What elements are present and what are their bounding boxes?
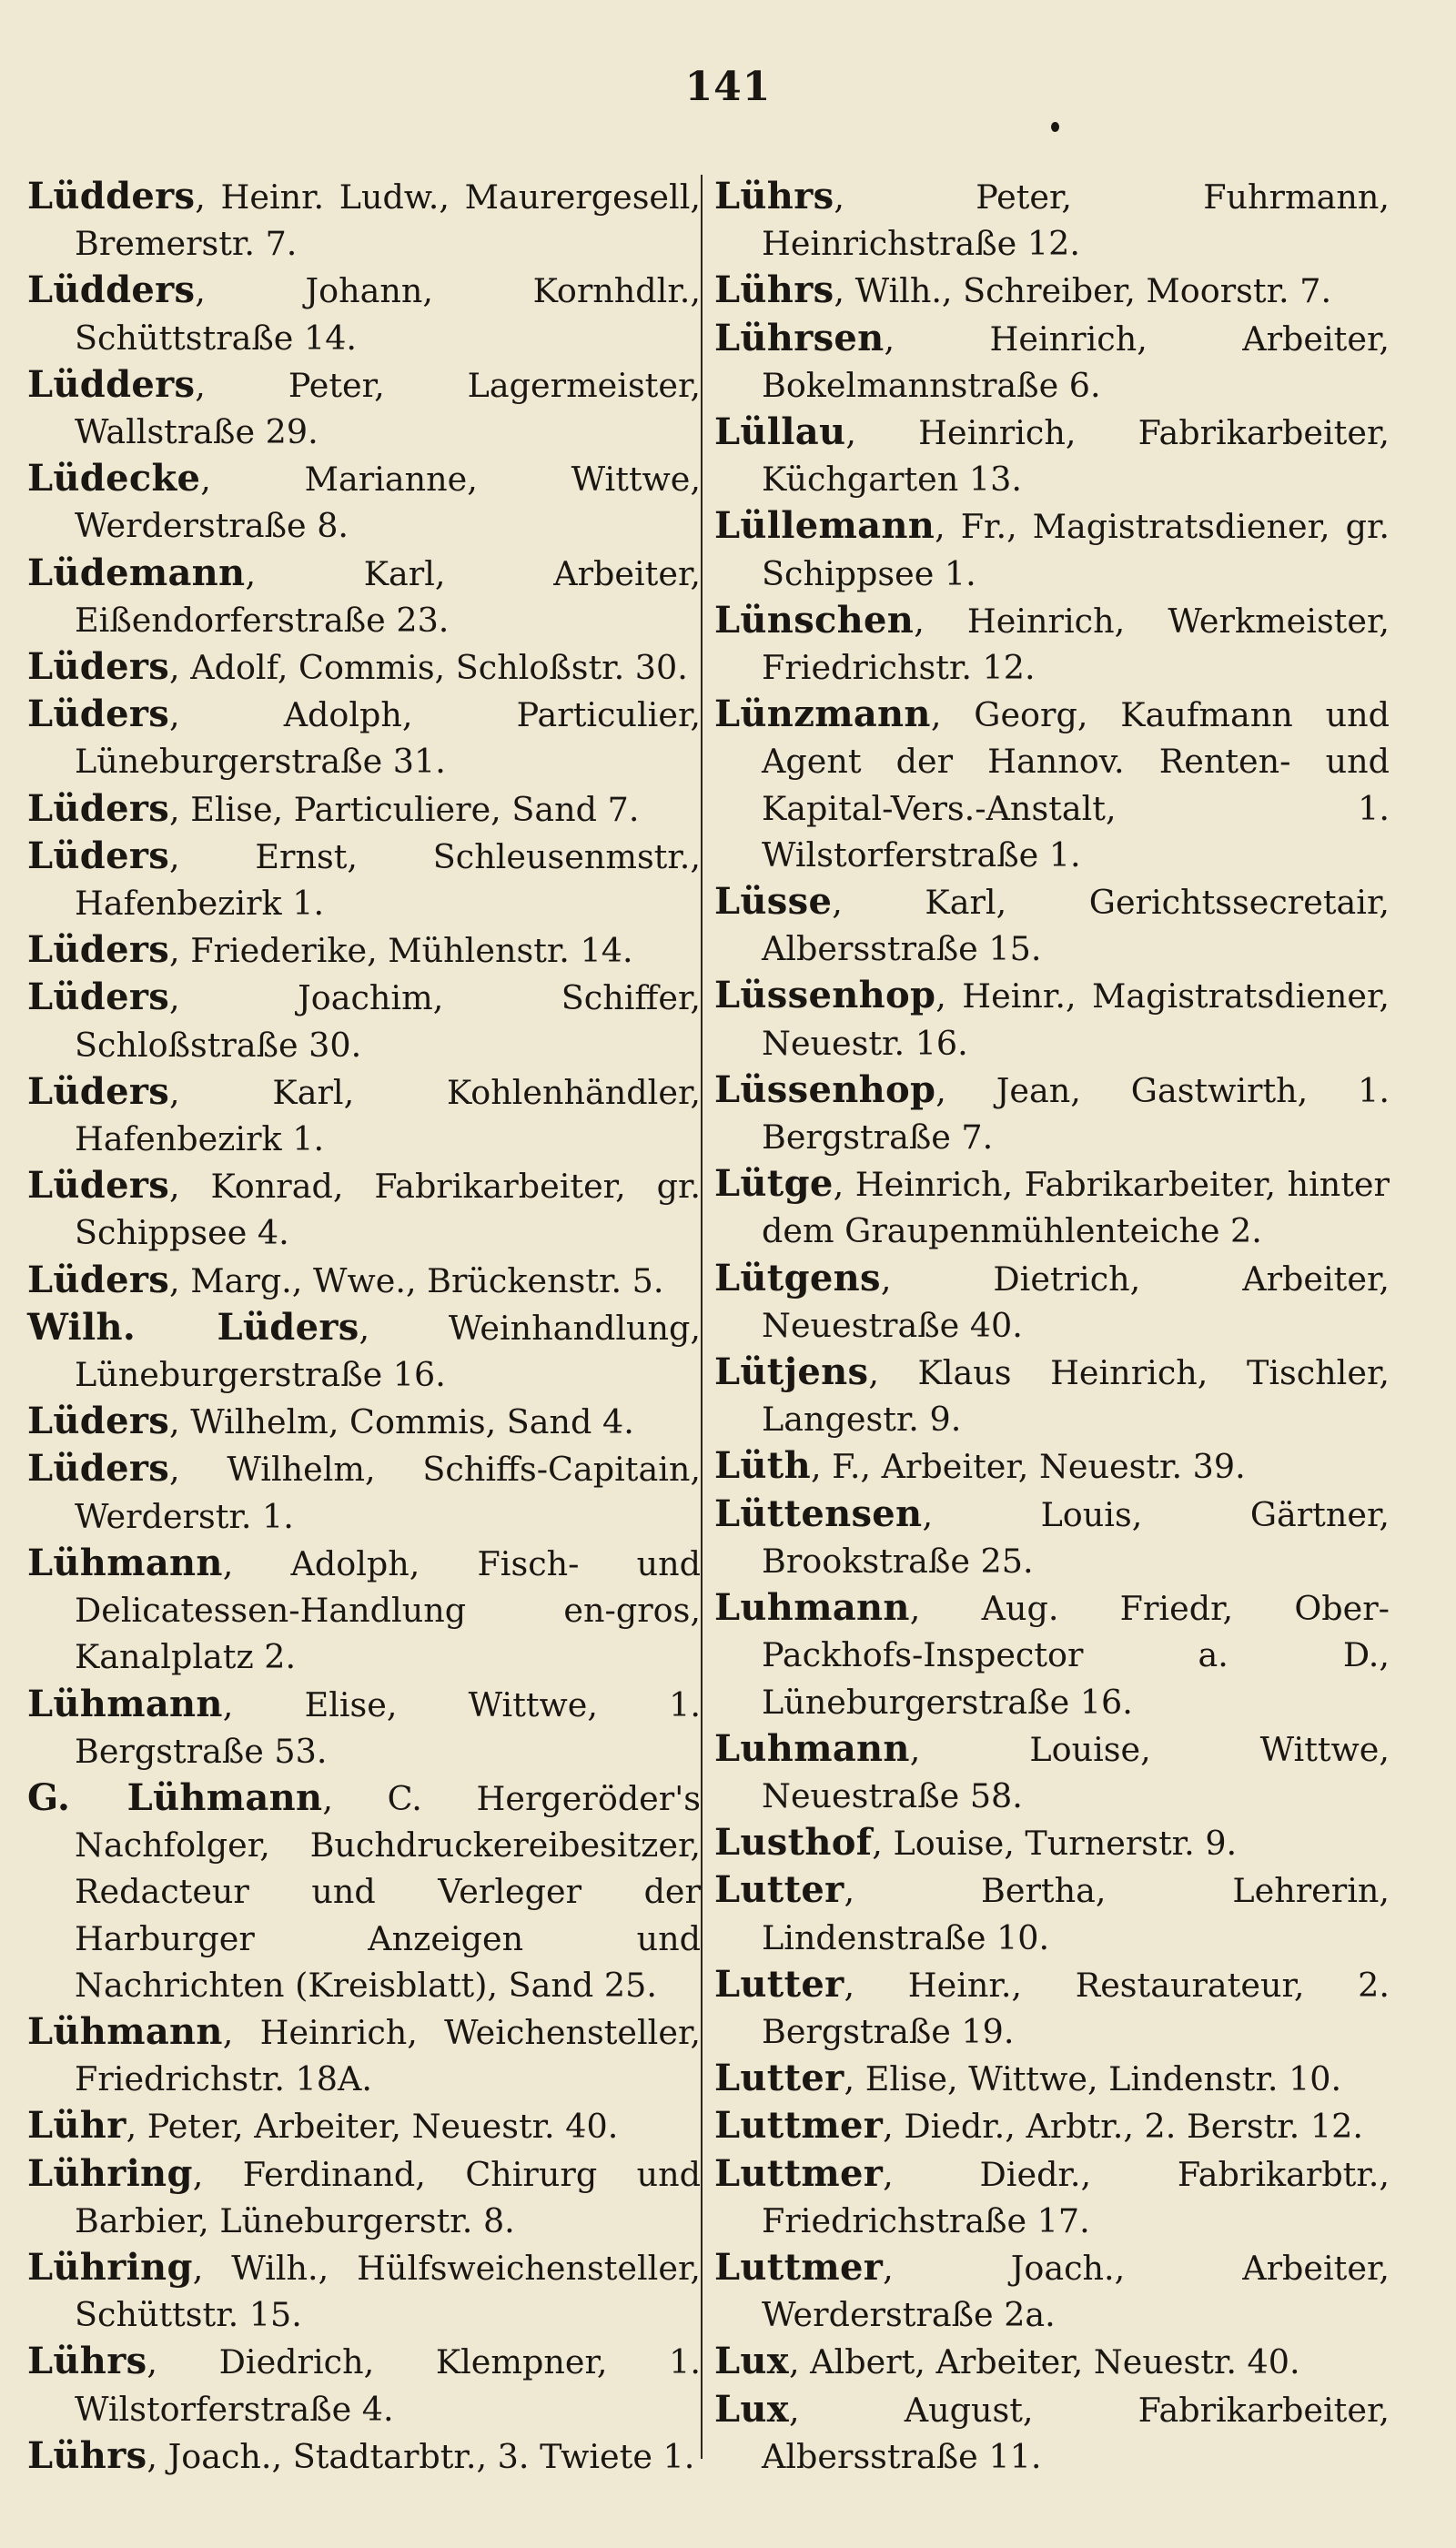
- entry-details: , Ferdinand, Chirurg und Barbier, Lüneburgerstr. 8.: [75, 2154, 701, 2240]
- entry-details: , August, Fabrikarbeiter, Albersstraße 11.: [762, 2390, 1390, 2476]
- entry-details: , Albert, Arbeiter, Neuestr. 40.: [788, 2342, 1300, 2382]
- entry-details: , Wilh., Hülfsweichensteller, Schüttstr. 15.: [75, 2248, 701, 2335]
- directory-entry: [714, 173, 1390, 267]
- directory-entry: [714, 1067, 1390, 1160]
- entry-surname: Lühmann: [27, 1682, 223, 1725]
- entry-details: , Joachim, Schiffer, Schloßstraße 30.: [75, 978, 701, 1065]
- entry-details: , Louis, Gärtner, Brookstraße 25.: [762, 1494, 1390, 1581]
- entry-details: , Elise, Wittwe, 1. Bergstraße 53.: [75, 1684, 701, 1771]
- entry-surname: Lüders: [27, 928, 170, 972]
- entry-surname: Lüders: [27, 834, 170, 877]
- entry-details: , Wilh., Schreiber, Moorstr. 7.: [834, 271, 1332, 311]
- entry-surname: Wilh. Lüders: [27, 1305, 359, 1349]
- entry-details: , Diedr., Fabrikarbtr., Friedrichstraße 17.: [762, 2154, 1390, 2240]
- directory-entry: [27, 833, 701, 926]
- directory-entry: [27, 1774, 701, 2008]
- entry-details: , Louise, Turnerstr. 9.: [872, 1824, 1238, 1864]
- ink-dot: [1051, 122, 1059, 132]
- entry-surname: Lüth: [714, 1444, 811, 1488]
- entry-details: , Elise, Wittwe, Lindenstr. 10.: [844, 2059, 1342, 2099]
- entry-details: , Fr., Magistratsdiener, gr. Schippsee 1.: [762, 507, 1390, 593]
- entry-details: , Diedr., Arbtr., 2. Berstr. 12.: [883, 2107, 1363, 2147]
- directory-entry: [27, 643, 701, 691]
- entry-details: , Peter, Arbeiter, Neuestr. 40.: [126, 2107, 619, 2147]
- entry-details: , Klaus Heinrich, Tischler, Langestr. 9.: [762, 1353, 1390, 1440]
- entry-surname: Lühr: [27, 2104, 126, 2148]
- entry-details: , Karl, Kohlenhändler, Hafenbezirk 1.: [75, 1072, 701, 1159]
- directory-entry: [27, 361, 701, 455]
- directory-entry: [27, 2244, 701, 2338]
- entry-details: , Adolph, Fisch- und Delicatessen-Handlung en-gros, Kanalplatz 2.: [75, 1543, 701, 1677]
- directory-entry: [27, 1068, 701, 1162]
- entry-surname: Lüssenhop: [714, 974, 936, 1017]
- directory-entry: [27, 2102, 701, 2149]
- directory-entry: [714, 2338, 1390, 2385]
- entry-surname: Lusthof: [714, 1821, 873, 1865]
- directory-entry: [714, 1584, 1390, 1725]
- entry-details: , Heinr., Restaurateur, 2. Bergstraße 19.: [762, 1965, 1390, 2051]
- entry-surname: Lührs: [714, 175, 834, 217]
- directory-entry: [714, 1725, 1390, 1819]
- entry-surname: Lütjens: [714, 1350, 869, 1394]
- directory-entry: [714, 1255, 1390, 1349]
- entry-details: , Marg., Wwe., Brückenstr. 5.: [169, 1260, 664, 1300]
- page-number: 141: [684, 64, 772, 110]
- entry-details: , Wilhelm, Commis, Sand 4.: [169, 1402, 634, 1442]
- directory-entry: [27, 1540, 701, 1681]
- directory-entry: [714, 597, 1390, 691]
- directory-entry: [714, 315, 1390, 409]
- entry-surname: Lünzmann: [714, 693, 931, 736]
- entry-details: , Wilhelm, Schiffs-Capitain, Werderstr. 1.: [75, 1450, 701, 1536]
- directory-entry: [714, 1819, 1390, 1866]
- column-divider: [701, 175, 703, 2459]
- entry-surname: Lüdemann: [27, 551, 246, 594]
- directory-entry: [27, 1257, 701, 1304]
- entry-surname: Lühring: [27, 2245, 193, 2289]
- entry-surname: Lühmann: [27, 2009, 223, 2053]
- entry-surname: Lutter: [714, 2057, 844, 2100]
- entry-surname: Lüders: [27, 976, 170, 1019]
- entry-details: , Ernst, Schleusenmstr., Hafenbezirk 1.: [75, 836, 701, 924]
- entry-details: , Elise, Particuliere, Sand 7.: [169, 789, 640, 829]
- entry-surname: Lüdders: [27, 175, 196, 217]
- directory-entry: [714, 2102, 1390, 2149]
- entry-details: , Adolph, Particulier, Lüneburgerstraße 31.: [75, 695, 701, 782]
- directory-entry: [27, 1162, 701, 1256]
- directory-entry: [714, 1866, 1390, 1960]
- entry-surname: Lüders: [27, 1400, 170, 1443]
- entry-details: , Johann, Kornhdlr., Schüttstraße 14.: [75, 271, 701, 358]
- directory-entry: [27, 267, 701, 360]
- entry-surname: Luhmann: [714, 1586, 910, 1630]
- entry-details: , Friederike, Mühlenstr. 14.: [169, 931, 633, 971]
- entry-surname: Lüssenhop: [714, 1067, 936, 1111]
- directory-entry: [714, 878, 1390, 972]
- directory-entry: [27, 173, 701, 267]
- entry-surname: Lühring: [27, 2151, 193, 2195]
- directory-entry: [27, 926, 701, 974]
- entry-details: , Karl, Gerichtssecretair, Albersstraße 15.: [762, 883, 1390, 969]
- directory-entry: [27, 455, 701, 549]
- directory-entry: [27, 785, 701, 833]
- directory-entry: [714, 691, 1390, 878]
- entry-details: , Aug. Friedr, Ober-Packhofs-Inspector a. D., Lüneburgerstraße 16.: [762, 1589, 1390, 1722]
- entry-surname: Lüdders: [27, 268, 196, 312]
- entry-surname: Lüllau: [714, 410, 846, 454]
- directory-entry: [27, 2150, 701, 2244]
- directory-entry: [714, 2150, 1390, 2244]
- entry-surname: Lühmann: [27, 1541, 223, 1584]
- entry-details: , Jean, Gastwirth, 1. Bergstraße 7.: [762, 1070, 1390, 1158]
- entry-surname: Lüders: [27, 1069, 170, 1113]
- entry-details: , Heinrich, Werkmeister, Friedrichstr. 12.: [762, 601, 1390, 688]
- directory-entry: [27, 2338, 701, 2432]
- entry-surname: Lüdecke: [27, 457, 201, 500]
- directory-entry: [714, 2386, 1390, 2480]
- directory-entry: [27, 1445, 701, 1539]
- entry-surname: Lux: [714, 2387, 789, 2431]
- entry-surname: Lüders: [27, 645, 170, 689]
- entry-surname: Lüders: [27, 1164, 170, 1208]
- directory-entry: [714, 1961, 1390, 2055]
- entry-surname: Lührs: [27, 2340, 147, 2383]
- directory-entry: [27, 1304, 701, 1398]
- directory-entry: [714, 972, 1390, 1066]
- entry-details: , C. Hergeröder's Nachfolger, Buchdruckereibesitzer, Redacteur und Verleger der Harburger Anzeigen und Nachrichten (Kreisblatt), Sand 25.: [75, 1778, 701, 2005]
- entry-details: , Heinrich, Fabrikarbeiter, hinter dem Graupenmühlenteiche 2.: [762, 1165, 1390, 1251]
- directory-entry: [27, 1398, 701, 1445]
- entry-details: , Joach., Arbeiter, Werderstraße 2a.: [762, 2248, 1390, 2335]
- directory-entry: [714, 1442, 1390, 1490]
- entry-details: , Heinrich, Arbeiter, Bokelmannstraße 6.: [762, 318, 1390, 405]
- entry-details: , Heinr., Magistratsdiener, Neuestr. 16.: [762, 976, 1390, 1063]
- entry-details: , Marianne, Wittwe, Werderstraße 8.: [75, 460, 701, 546]
- entry-surname: Lütgens: [714, 1256, 881, 1299]
- directory-entry: [27, 1681, 701, 1774]
- directory-entry: [27, 2432, 701, 2480]
- entry-details: , Louise, Wittwe, Neuestraße 58.: [762, 1729, 1390, 1815]
- entry-details: , Peter, Fuhrmann, Heinrichstraße 12.: [762, 177, 1390, 264]
- right-column: [714, 173, 1390, 2476]
- entry-details: , Bertha, Lehrerin, Lindenstraße 10.: [762, 1871, 1390, 1957]
- entry-surname: Lührs: [714, 268, 834, 312]
- entry-surname: Lührs: [27, 2433, 147, 2477]
- entry-surname: Lüsse: [714, 880, 833, 924]
- directory-entry: [714, 502, 1390, 596]
- entry-surname: Lüders: [27, 1258, 170, 1301]
- entry-details: , Georg, Kaufmann und Agent der Hannov. Renten- und Kapital-Vers.-Anstalt, 1. Wilstorferstraße 1.: [762, 695, 1390, 875]
- directory-entry: [714, 1349, 1390, 1442]
- entry-details: , F., Arbeiter, Neuestr. 39.: [810, 1447, 1246, 1487]
- directory-entry: [27, 691, 701, 784]
- entry-surname: Lux: [714, 2340, 789, 2383]
- entry-surname: Lütge: [714, 1162, 834, 1206]
- entry-surname: Luttmer: [714, 2104, 884, 2148]
- entry-surname: Lüdders: [27, 362, 196, 406]
- entry-surname: Lüttensen: [714, 1491, 923, 1535]
- entry-details: , Joach., Stadtarbtr., 3. Twiete 1.: [147, 2436, 695, 2476]
- directory-entry: [27, 550, 701, 643]
- entry-surname: Lüllemann: [714, 504, 935, 548]
- directory-entry: [714, 409, 1390, 502]
- entry-details: , Weinhandlung, Lüneburgerstraße 16.: [75, 1308, 701, 1395]
- directory-entry: [714, 267, 1390, 314]
- entry-details: , Konrad, Fabrikarbeiter, gr. Schippsee 4.: [75, 1167, 701, 1253]
- directory-entry: [714, 2244, 1390, 2338]
- entry-surname: Lüders: [27, 786, 170, 830]
- entry-details: , Heinrich, Weichensteller, Friedrichstr. 18A.: [75, 2012, 701, 2099]
- directory-entry: [714, 2055, 1390, 2102]
- directory-entry: [27, 974, 701, 1067]
- entry-surname: Lüders: [27, 1447, 170, 1491]
- directory-entry: [714, 1491, 1390, 1584]
- entry-surname: G. Lühmann: [27, 1775, 323, 1819]
- entry-surname: Luttmer: [714, 2151, 884, 2195]
- directory-entry: [714, 1160, 1390, 1254]
- entry-surname: Luttmer: [714, 2245, 884, 2289]
- entry-surname: Luhmann: [714, 1726, 910, 1770]
- entry-surname: Lührsen: [714, 316, 885, 359]
- entry-details: , Peter, Lagermeister, Wallstraße 29.: [75, 365, 701, 452]
- entry-details: , Adolf, Commis, Schloßstr. 30.: [169, 648, 688, 688]
- entry-surname: Lutter: [714, 1868, 844, 1912]
- entry-details: , Diedrich, Klempner, 1. Wilstorferstraße 4.: [75, 2342, 701, 2429]
- entry-surname: Lutter: [714, 1962, 844, 2006]
- directory-entry: [27, 2008, 701, 2102]
- entry-surname: Lünschen: [714, 598, 915, 642]
- left-column: [27, 173, 701, 2477]
- entry-details: , Dietrich, Arbeiter, Neuestraße 40.: [762, 1259, 1390, 1345]
- entry-details: , Karl, Arbeiter, Eißendorferstraße 23.: [75, 553, 701, 640]
- entry-surname: Lüders: [27, 693, 170, 736]
- entry-details: , Heinr. Ludw., Maurergesell, Bremerstr. 7.: [75, 177, 701, 264]
- entry-details: , Heinrich, Fabrikarbeiter, Küchgarten 13.: [762, 413, 1390, 500]
